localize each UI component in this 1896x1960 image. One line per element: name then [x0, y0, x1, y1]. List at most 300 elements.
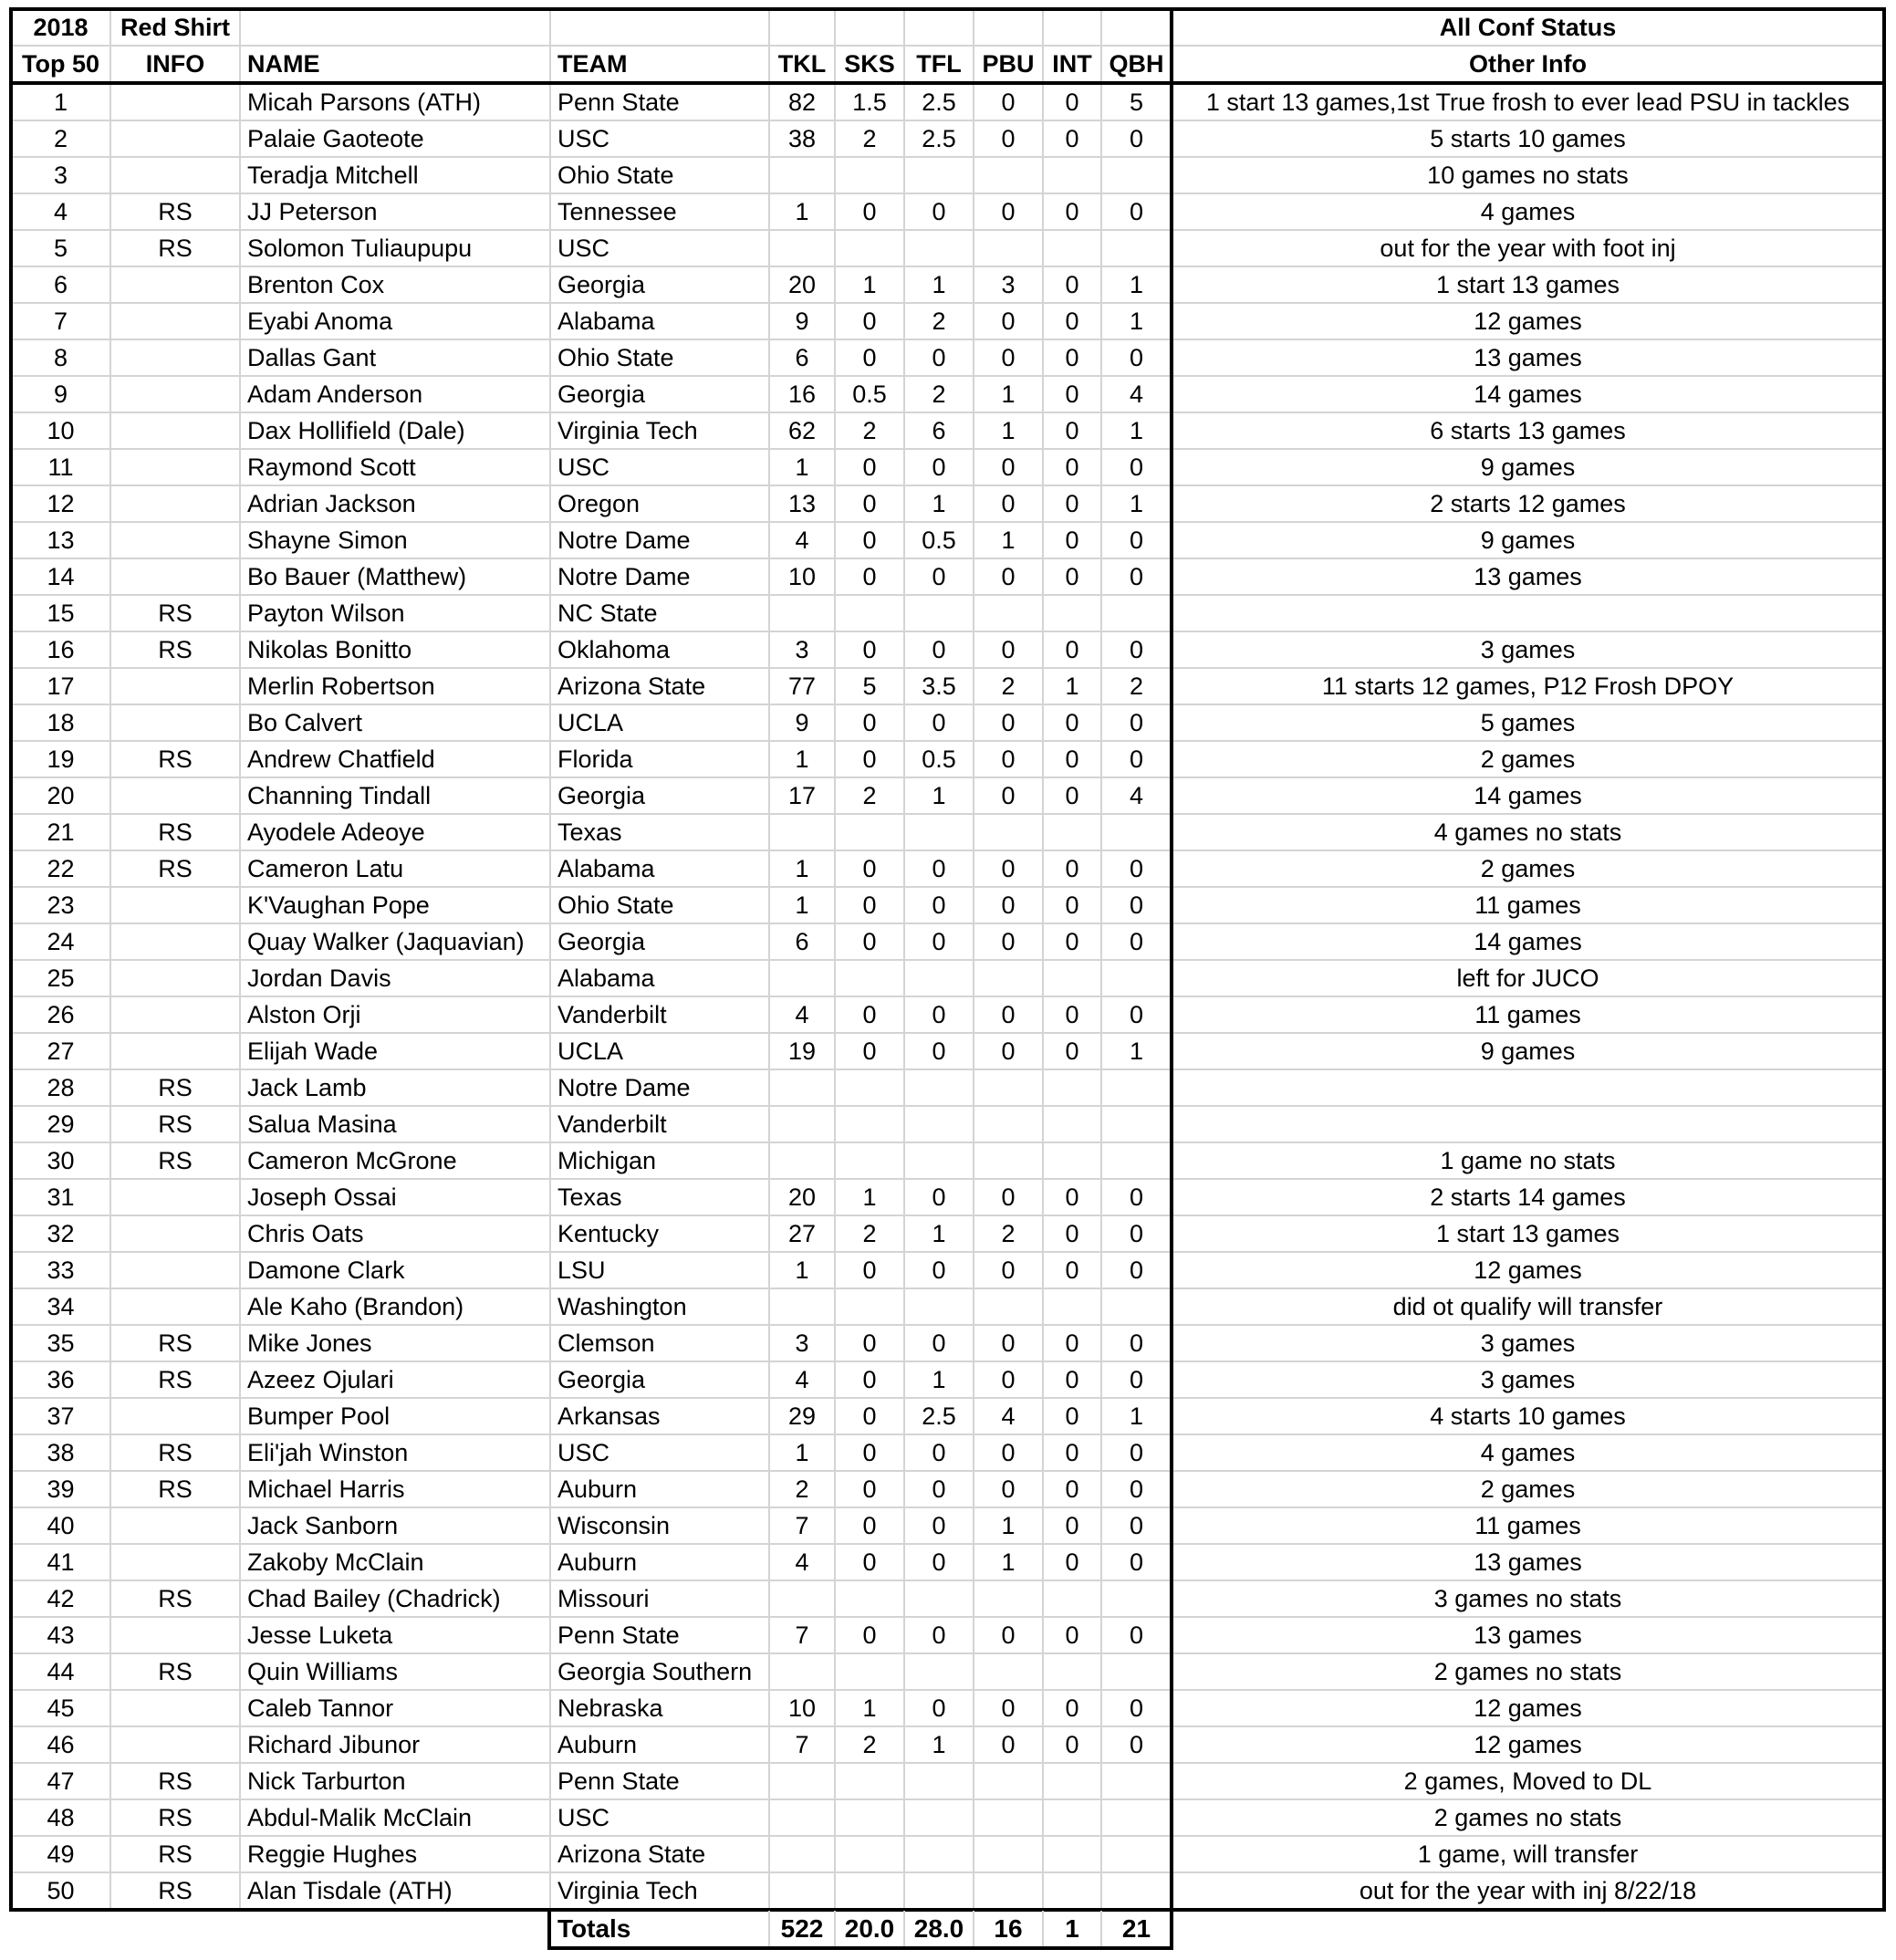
cell-info: [110, 120, 240, 157]
cell-pbu: 1: [1001, 526, 1016, 554]
cell-info: RS: [158, 1876, 193, 1904]
cell-sks: [835, 1653, 904, 1690]
cell-other: 11 games: [1474, 891, 1581, 919]
cell-pbu: 0: [1001, 854, 1016, 882]
cell-other: 3 games: [1480, 1365, 1576, 1393]
cell-info: [110, 1179, 240, 1215]
cell-team: USC: [557, 453, 610, 481]
cell-name: Richard Jibunor: [247, 1730, 421, 1758]
cell-other: 4 games no stats: [1433, 818, 1622, 846]
cell-rank: 33: [47, 1256, 75, 1284]
cell-int: 0: [1065, 453, 1079, 481]
cell-other: 14 games: [1474, 781, 1582, 809]
cell-team: Florida: [557, 745, 633, 773]
cell-tfl: 3.5: [922, 672, 956, 700]
cell-tkl: 10: [787, 1694, 817, 1722]
cell-tfl: 2.5: [922, 1402, 956, 1430]
cell-pbu: [974, 960, 1043, 996]
cell-pbu: 0: [1001, 1329, 1016, 1357]
cell-tkl: 2: [795, 1475, 809, 1503]
cell-other: 13 games: [1474, 562, 1582, 590]
cell-info: [110, 558, 240, 595]
cell-tfl: [904, 230, 974, 266]
cell-info: RS: [158, 1840, 193, 1868]
cell-team: Kentucky: [557, 1219, 660, 1247]
cell-qbh: 1: [1129, 416, 1144, 444]
cell-tkl: [769, 157, 835, 193]
column-header-rank: Top 50: [21, 49, 99, 78]
cell-name: K'Vaughan Pope: [247, 891, 430, 919]
cell-name: Quay Walker (Jaquavian): [247, 927, 525, 955]
cell-int: 1: [1065, 672, 1079, 700]
cell-int: 0: [1065, 526, 1079, 554]
cell-tkl: 7: [795, 1730, 809, 1758]
cell-tfl: 6: [932, 416, 946, 444]
cell-tfl: 0: [932, 1037, 946, 1065]
cell-int: 0: [1065, 1000, 1079, 1028]
cell-tkl: 10: [787, 562, 817, 590]
cell-rank: 9: [53, 380, 68, 408]
cell-other: 5 games: [1480, 708, 1576, 736]
cell-int: 0: [1065, 562, 1079, 590]
cell-pbu: 0: [1001, 307, 1016, 335]
cell-tfl: 0: [932, 1548, 946, 1576]
cell-sks: 0: [862, 1511, 877, 1539]
cell-sks: 2: [862, 781, 877, 809]
totals-border-left: [547, 1909, 551, 1950]
cell-tkl: 29: [787, 1402, 817, 1430]
cell-other: 13 games: [1474, 1621, 1582, 1649]
cell-tkl: [769, 1142, 835, 1179]
cell-other: 12 games: [1474, 1694, 1582, 1722]
cell-sks: [835, 1836, 904, 1872]
cell-qbh: [1101, 1763, 1172, 1799]
cell-team: Auburn: [557, 1548, 638, 1576]
cell-int: 0: [1065, 1183, 1079, 1211]
cell-info: RS: [158, 854, 193, 882]
cell-info: [110, 449, 240, 485]
cell-team: Michigan: [557, 1146, 657, 1174]
cell-pbu: 3: [1001, 270, 1016, 298]
cell-name: Jack Sanborn: [247, 1511, 399, 1539]
cell-tkl: 77: [787, 672, 817, 700]
cell-sks: 0: [862, 891, 877, 919]
cell-pbu: [974, 1142, 1043, 1179]
cell-tfl: [904, 1288, 974, 1325]
cell-info: [110, 996, 240, 1033]
cell-name: Ayodele Adeoye: [247, 818, 425, 846]
cell-sks: [835, 1069, 904, 1106]
totals-border-right: [1170, 1909, 1173, 1950]
cell-rank: 21: [47, 818, 75, 846]
cell-team: Washington: [557, 1292, 687, 1320]
cell-qbh: 0: [1129, 1183, 1144, 1211]
cell-info: RS: [158, 635, 193, 663]
cell-other: [1172, 1069, 1884, 1106]
column-header-tfl: TFL: [916, 49, 962, 78]
cell-info: [110, 266, 240, 303]
cell-tfl: 0: [932, 891, 946, 919]
cell-other: out for the year with inj 8/22/18: [1359, 1876, 1697, 1904]
cell-pbu: 1: [1001, 380, 1016, 408]
cell-int: 0: [1065, 1511, 1079, 1539]
cell-tfl: [904, 1142, 974, 1179]
cell-tfl: [904, 595, 974, 631]
cell-tfl: 0: [932, 1621, 946, 1649]
cell-team: Oregon: [557, 489, 641, 517]
cell-qbh: 0: [1129, 745, 1144, 773]
cell-team: Penn State: [557, 88, 680, 116]
cell-int: 0: [1065, 380, 1079, 408]
cell-other: 12 games: [1474, 1256, 1582, 1284]
column-header-sks: SKS: [844, 49, 895, 78]
cell-sks: [835, 1872, 904, 1909]
cell-other: 2 games: [1480, 745, 1576, 773]
cell-other: 12 games: [1474, 307, 1582, 335]
cell-team: Notre Dame: [557, 562, 691, 590]
cell-int: 0: [1065, 343, 1079, 371]
cell-int: 0: [1065, 489, 1079, 517]
cell-rank: 10: [47, 416, 75, 444]
cell-team: Georgia: [557, 1365, 646, 1393]
cell-sks: [835, 1580, 904, 1617]
cell-rank: 35: [47, 1329, 75, 1357]
cell-name: Nikolas Bonitto: [247, 635, 412, 663]
cell-tkl: 62: [787, 416, 817, 444]
cell-tfl: 0: [932, 453, 946, 481]
cell-tkl: 3: [795, 635, 809, 663]
cell-name: Ale Kaho (Brandon): [247, 1292, 464, 1320]
cell-tfl: [904, 1580, 974, 1617]
cell-team: Auburn: [557, 1475, 638, 1503]
cell-tfl: 0: [932, 197, 946, 225]
cell-pbu: [974, 1653, 1043, 1690]
cell-tkl: [769, 1836, 835, 1872]
cell-team: UCLA: [557, 708, 624, 736]
cell-tfl: [904, 1836, 974, 1872]
cell-info: RS: [158, 1146, 193, 1174]
cell-name: Mike Jones: [247, 1329, 372, 1357]
cell-name: Salua Masina: [247, 1110, 397, 1138]
cell-pbu: 0: [1001, 1730, 1016, 1758]
cell-tkl: 1: [795, 854, 809, 882]
cell-sks: 0: [862, 343, 877, 371]
cell-rank: 1: [53, 88, 68, 116]
cell-qbh: 0: [1129, 891, 1144, 919]
cell-int: [1043, 595, 1101, 631]
cell-name: Brenton Cox: [247, 270, 385, 298]
cell-pbu: 0: [1001, 708, 1016, 736]
cell-sks: 0: [862, 1548, 877, 1576]
cell-name: Jesse Luketa: [247, 1621, 393, 1649]
cell-name: Payton Wilson: [247, 599, 405, 627]
cell-other: 11 games: [1474, 1000, 1581, 1028]
cell-sks: 0: [862, 927, 877, 955]
cell-rank: 19: [47, 745, 75, 773]
cell-info: [110, 157, 240, 193]
cell-qbh: 0: [1129, 526, 1144, 554]
cell-team: Auburn: [557, 1730, 638, 1758]
cell-name: Cameron Latu: [247, 854, 404, 882]
cell-rank: 32: [47, 1219, 75, 1247]
cell-tfl: 0: [932, 343, 946, 371]
cell-info: RS: [158, 818, 193, 846]
cell-rank: 38: [47, 1438, 75, 1466]
cell-name: JJ Peterson: [247, 197, 378, 225]
cell-sks: [835, 157, 904, 193]
cell-tkl: 4: [795, 1365, 809, 1393]
cell-name: Channing Tindall: [247, 781, 432, 809]
table-border-left: [9, 7, 13, 1912]
cell-qbh: 0: [1129, 1219, 1144, 1247]
cell-team: Alabama: [557, 964, 655, 992]
cell-qbh: [1101, 1872, 1172, 1909]
cell-other: 13 games: [1474, 343, 1582, 371]
cell-tkl: [769, 595, 835, 631]
cell-rank: 46: [47, 1730, 75, 1758]
cell-name: Bo Calvert: [247, 708, 363, 736]
cell-rank: 11: [47, 453, 74, 481]
cell-tkl: 82: [787, 88, 817, 116]
cell-sks: 0: [862, 745, 877, 773]
cell-tfl: 0: [932, 927, 946, 955]
cell-tfl: 2: [932, 380, 946, 408]
cell-sks: 2: [862, 1730, 877, 1758]
cell-tkl: [769, 230, 835, 266]
cell-tkl: 1: [795, 1256, 809, 1284]
cell-qbh: 0: [1129, 562, 1144, 590]
cell-other: 4 games: [1480, 1438, 1576, 1466]
cell-team: USC: [557, 1438, 610, 1466]
cell-team: USC: [557, 124, 610, 152]
cell-info: [110, 485, 240, 522]
cell-info: RS: [158, 1767, 193, 1795]
cell-other: did ot qualify will transfer: [1392, 1292, 1663, 1320]
cell-other: 2 games: [1480, 1475, 1576, 1503]
cell-other: out for the year with foot inj: [1380, 234, 1676, 262]
cell-other: 5 starts 10 games: [1430, 124, 1626, 152]
cell-pbu: 2: [1001, 672, 1016, 700]
cell-int: 0: [1065, 708, 1079, 736]
cell-team: Penn State: [557, 1767, 680, 1795]
cell-tfl: 0: [932, 854, 946, 882]
cell-name: Dallas Gant: [247, 343, 377, 371]
cell-tfl: 0: [932, 635, 946, 663]
cell-name: Chris Oats: [247, 1219, 364, 1247]
cell-int: 0: [1065, 745, 1079, 773]
cell-tkl: 3: [795, 1329, 809, 1357]
cell-tfl: [904, 814, 974, 850]
cell-qbh: 0: [1129, 1256, 1144, 1284]
cell-info: RS: [158, 1475, 193, 1503]
cell-team: Ohio State: [557, 891, 674, 919]
cell-rank: 34: [47, 1292, 75, 1320]
cell-pbu: 2: [1001, 1219, 1016, 1247]
cell-name: Bumper Pool: [247, 1402, 391, 1430]
cell-sks: [835, 814, 904, 850]
cell-team: Vanderbilt: [557, 1110, 667, 1138]
cell-qbh: [1101, 814, 1172, 850]
cell-tkl: 20: [787, 1183, 817, 1211]
cell-other: 14 games: [1474, 380, 1582, 408]
cell-tkl: 4: [795, 1548, 809, 1576]
cell-pbu: [974, 1763, 1043, 1799]
cell-other: 1 start 13 games,1st True frosh to ever lead PSU in tackles: [1205, 88, 1850, 116]
cell-team: USC: [557, 234, 610, 262]
cell-qbh: 5: [1129, 88, 1144, 116]
cell-pbu: [974, 1106, 1043, 1142]
cell-tfl: [904, 1069, 974, 1106]
totals-sks: 20.0: [844, 1914, 895, 1943]
cell-other: 3 games no stats: [1433, 1584, 1622, 1612]
cell-other: 1 game no stats: [1440, 1146, 1616, 1174]
cell-sks: 0: [862, 1438, 877, 1466]
cell-pbu: [974, 230, 1043, 266]
cell-team: Wisconsin: [557, 1511, 671, 1539]
cell-rank: 28: [47, 1073, 75, 1101]
cell-rank: 7: [53, 307, 68, 335]
cell-int: [1043, 1763, 1101, 1799]
cell-name: Adrian Jackson: [247, 489, 416, 517]
column-header-name: NAME: [247, 49, 320, 78]
cell-tfl: [904, 1799, 974, 1836]
cell-info: [110, 412, 240, 449]
cell-info: [110, 923, 240, 960]
cell-pbu: 0: [1001, 88, 1016, 116]
cell-pbu: 1: [1001, 1511, 1016, 1539]
cell-qbh: 0: [1129, 927, 1144, 955]
cell-other: 2 starts 14 games: [1430, 1183, 1626, 1211]
cell-tfl: 0: [932, 1183, 946, 1211]
cell-qbh: [1101, 1142, 1172, 1179]
cell-sks: 0: [862, 562, 877, 590]
cell-rank: 43: [47, 1621, 75, 1649]
cell-int: [1043, 1106, 1101, 1142]
cell-team: Virginia Tech: [557, 416, 698, 444]
cell-name: Andrew Chatfield: [247, 745, 435, 773]
cell-name: Cameron McGrone: [247, 1146, 457, 1174]
cell-pbu: 0: [1001, 1475, 1016, 1503]
cell-tfl: [904, 157, 974, 193]
cell-tkl: 7: [795, 1511, 809, 1539]
cell-tfl: [904, 960, 974, 996]
cell-info: [110, 1544, 240, 1580]
cell-team: NC State: [557, 599, 658, 627]
cell-qbh: 0: [1129, 708, 1144, 736]
cell-tfl: 0: [932, 1438, 946, 1466]
cell-rank: 5: [53, 234, 68, 262]
cell-other: 11 games: [1474, 1511, 1581, 1539]
cell-tkl: 1: [795, 197, 809, 225]
cell-info: [110, 303, 240, 339]
cell-info: [110, 1398, 240, 1434]
cell-other: 2 starts 12 games: [1430, 489, 1626, 517]
cell-tfl: 2.5: [922, 124, 956, 152]
cell-tkl: 1: [795, 891, 809, 919]
cell-tfl: [904, 1653, 974, 1690]
cell-team: Ohio State: [557, 343, 674, 371]
table-border-top: [9, 7, 1886, 11]
cell-name: Elijah Wade: [247, 1037, 379, 1065]
cell-sks: 0: [862, 307, 877, 335]
cell-other: 1 start 13 games: [1435, 1219, 1620, 1247]
cell-rank: 47: [47, 1767, 75, 1795]
cell-rank: 23: [47, 891, 75, 919]
cell-tfl: 0: [932, 1256, 946, 1284]
cell-name: Raymond Scott: [247, 453, 416, 481]
cell-tfl: 2: [932, 307, 946, 335]
cell-sks: 1: [862, 1694, 877, 1722]
cell-other: 14 games: [1474, 927, 1582, 955]
column-header-qbh: QBH: [1109, 49, 1164, 78]
cell-sks: [835, 1799, 904, 1836]
cell-qbh: 0: [1129, 1000, 1144, 1028]
cell-team: Georgia Southern: [557, 1657, 753, 1685]
cell-qbh: 0: [1129, 197, 1144, 225]
cell-other: 12 games: [1474, 1730, 1582, 1758]
cell-rank: 26: [47, 1000, 75, 1028]
cell-info: [110, 1033, 240, 1069]
cell-team: Notre Dame: [557, 1073, 691, 1101]
table-border-right: [1882, 7, 1886, 1912]
cell-tfl: 0: [932, 1000, 946, 1028]
cell-name: Solomon Tuliaupupu: [247, 234, 473, 262]
cell-int: 0: [1065, 1219, 1079, 1247]
cell-tkl: [769, 1580, 835, 1617]
cell-tkl: 16: [787, 380, 817, 408]
cell-name: Bo Bauer (Matthew): [247, 562, 467, 590]
cell-info: [110, 84, 240, 120]
cell-tkl: 13: [787, 489, 817, 517]
cell-pbu: 0: [1001, 891, 1016, 919]
cell-info: RS: [158, 1365, 193, 1393]
cell-team: Alabama: [557, 854, 655, 882]
cell-sks: 0: [862, 1621, 877, 1649]
cell-int: 0: [1065, 1256, 1079, 1284]
cell-name: Eyabi Anoma: [247, 307, 393, 335]
cell-info: RS: [158, 745, 193, 773]
cell-pbu: 0: [1001, 1256, 1016, 1284]
cell-int: [1043, 157, 1101, 193]
cell-int: [1043, 1872, 1101, 1909]
cell-qbh: [1101, 1836, 1172, 1872]
cell-int: 0: [1065, 891, 1079, 919]
cell-name: Dax Hollifield (Dale): [247, 416, 465, 444]
cell-other: 11 starts 12 games, P12 Frosh DPOY: [1321, 672, 1735, 700]
cell-info: RS: [158, 1803, 193, 1831]
cell-tkl: [769, 1069, 835, 1106]
cell-name: Alan Tisdale (ATH): [247, 1876, 453, 1904]
cell-rank: 14: [47, 562, 75, 590]
column-header-team: TEAM: [557, 49, 628, 78]
cell-tkl: 20: [787, 270, 817, 298]
cell-sks: 0: [862, 1000, 877, 1028]
totals-tfl: 28.0: [913, 1914, 964, 1943]
cell-other: 1 game, will transfer: [1417, 1840, 1639, 1868]
cell-tfl: 0.5: [922, 745, 956, 773]
cell-rank: 20: [47, 781, 75, 809]
cell-tkl: [769, 1653, 835, 1690]
cell-pbu: 0: [1001, 1037, 1016, 1065]
cell-int: [1043, 814, 1101, 850]
cell-qbh: 1: [1129, 307, 1144, 335]
cell-team: Georgia: [557, 270, 646, 298]
cell-qbh: 0: [1129, 1438, 1144, 1466]
cell-pbu: 0: [1001, 1694, 1016, 1722]
cell-team: Nebraska: [557, 1694, 663, 1722]
cell-int: 0: [1065, 1329, 1079, 1357]
cell-int: 0: [1065, 854, 1079, 882]
